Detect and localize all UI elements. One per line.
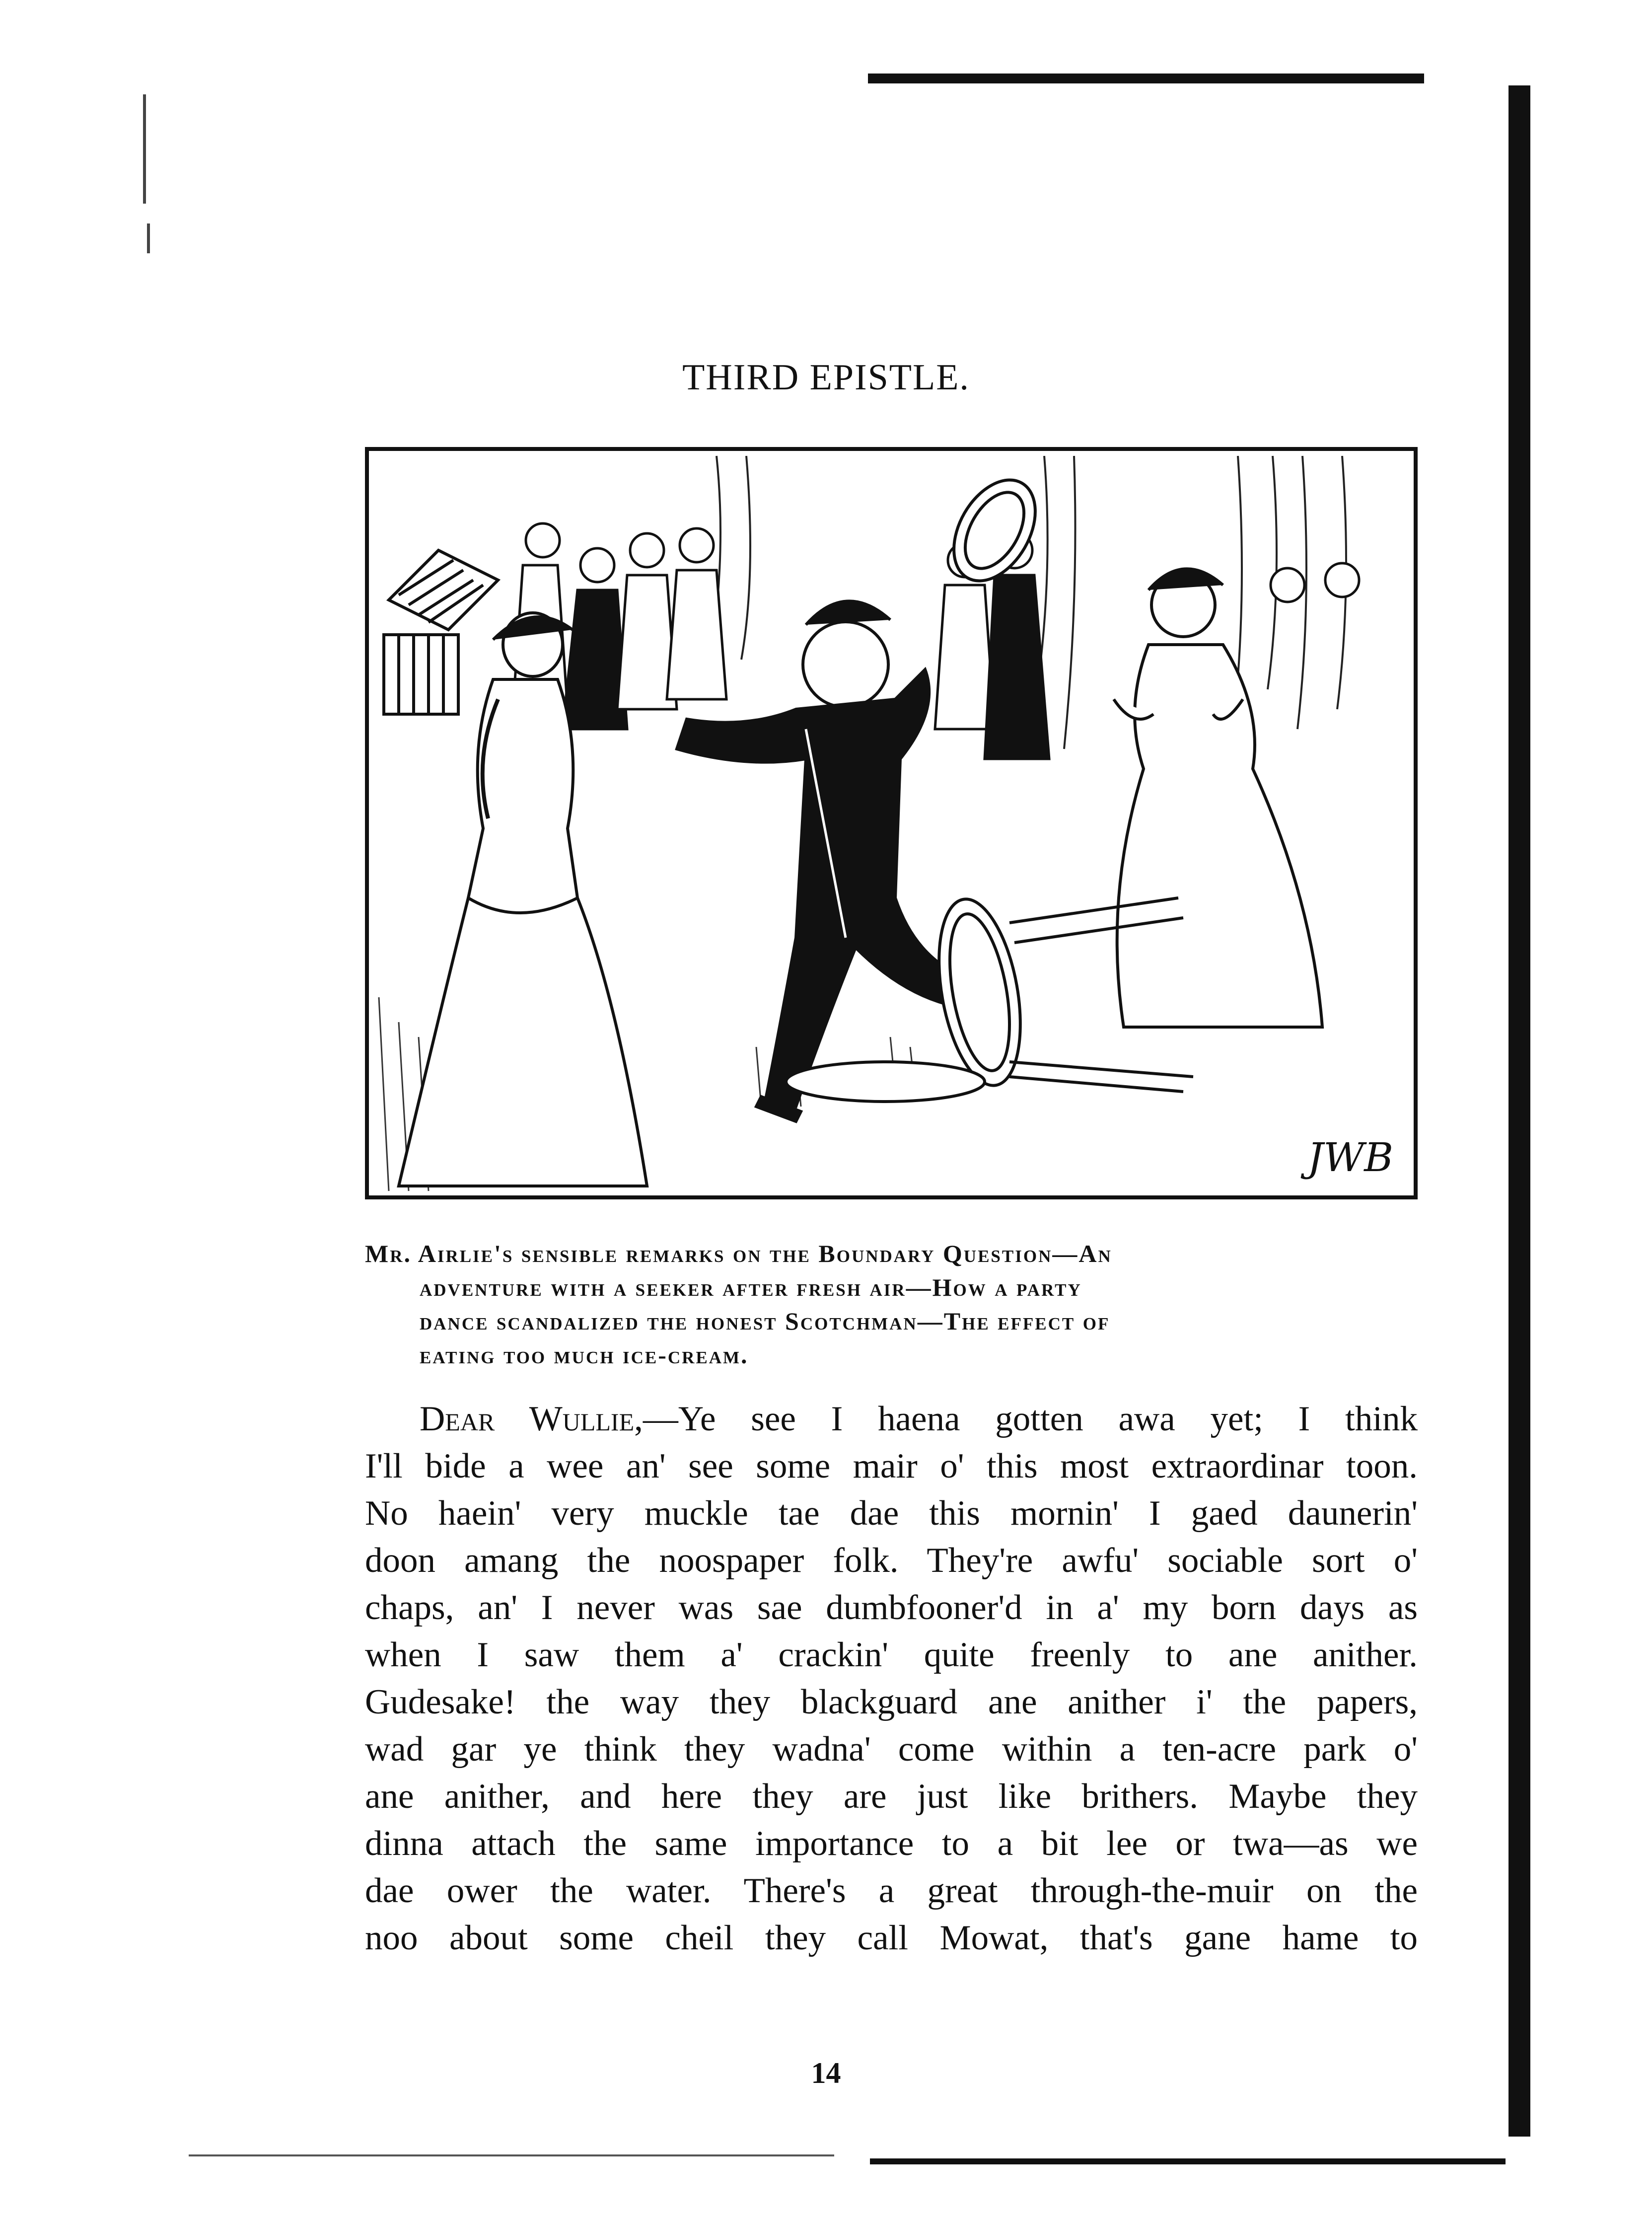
caption-line: dance scandalized the honest Scotchman—The effect of bbox=[420, 1307, 1110, 1335]
bottom-scan-rule bbox=[870, 2158, 1506, 2164]
body-line: noo about some cheil they call Mowat, that's gane hame to bbox=[365, 1919, 1418, 1957]
body-line: No haein' very muckle tae dae this mornin' I gaed daunerin' bbox=[365, 1494, 1418, 1533]
body-line: when I saw them a' crackin' quite freenly to ane anither. bbox=[365, 1635, 1418, 1674]
lady-right bbox=[1114, 569, 1322, 1027]
caption-lead: Mr. Airlie's sensible remarks on the Boundary Question—An bbox=[365, 1240, 1112, 1267]
salutation: Dear Wullie, bbox=[420, 1400, 643, 1438]
page-title: THIRD EPISTLE. bbox=[682, 357, 970, 398]
body-line: chaps, an' I never was sae dumbfooner'd in a' my born days as bbox=[365, 1588, 1418, 1627]
cage-on-stand bbox=[384, 550, 498, 714]
body-line: dae ower the water. There's a great through-the-muir on the bbox=[365, 1871, 1418, 1910]
letter-body bbox=[365, 1396, 1418, 1962]
artist-signature: JWB bbox=[1307, 1134, 1394, 1181]
body-line: dinna attach the same importance to a bit lee or twa—as we bbox=[365, 1824, 1418, 1863]
page-number: 14 bbox=[811, 2057, 841, 2089]
body-line: doon amang the noospaper folk. They're awfu' sociable sort o' bbox=[365, 1541, 1418, 1580]
illustration-caption bbox=[365, 1237, 1418, 1372]
bottom-scan-dash bbox=[189, 2154, 834, 2156]
body-line: I'll bide a wee an' see some mair o' this most extraordinar toon. bbox=[365, 1447, 1418, 1485]
left-scan-mark-lower bbox=[147, 223, 150, 253]
body-line: Gudesake! the way they blackguard ane anither i' the papers, bbox=[365, 1683, 1418, 1721]
body-line: ane anither, and here they are just like brithers. Maybe they bbox=[365, 1777, 1418, 1816]
illustration-drawing bbox=[369, 451, 1414, 1195]
caption-line: eating too much ice-cream. bbox=[420, 1341, 749, 1369]
left-scan-mark bbox=[143, 94, 146, 204]
caption-line: adventure with a seeker after fresh air—How a party bbox=[420, 1273, 1082, 1301]
dance-illustration bbox=[365, 447, 1418, 1199]
body-line: wad gar ye think they wadna' come within a ten-acre park o' bbox=[365, 1730, 1418, 1769]
first-line-rest: —Ye see I haena gotten awa yet; I think bbox=[643, 1400, 1418, 1438]
letter-first-line bbox=[365, 1396, 1418, 1443]
top-scan-rule bbox=[868, 74, 1424, 83]
